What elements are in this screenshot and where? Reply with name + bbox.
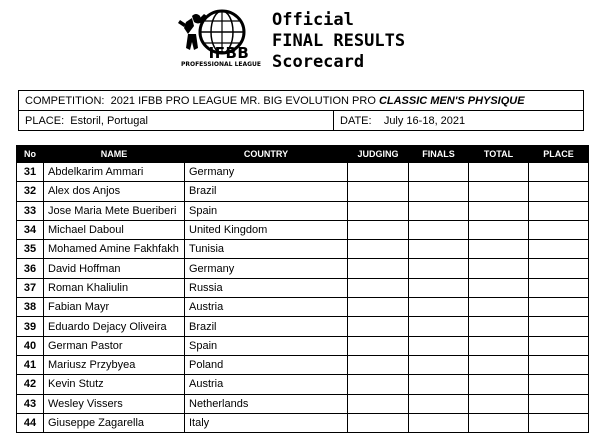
- cell-country: Spain: [185, 201, 348, 220]
- table-row: [17, 394, 589, 413]
- cell-finals: [409, 317, 469, 336]
- col-judging: JUDGING: [348, 146, 409, 163]
- cell-no: 42: [17, 375, 44, 394]
- competition-value: 2021 IFBB PRO LEAGUE MR. BIG EVOLUTION PRO: [110, 94, 376, 107]
- cell-finals: [409, 298, 469, 317]
- cell-total: [469, 259, 529, 278]
- col-country: COUNTRY: [185, 146, 348, 163]
- col-place: PLACE: [529, 146, 589, 163]
- cell-no: 43: [17, 394, 44, 413]
- cell-name: Abdelkarim Ammari: [44, 163, 185, 182]
- cell-name: Fabian Mayr: [44, 298, 185, 317]
- logo-text: [172, 46, 264, 69]
- cell-total: [469, 278, 529, 297]
- cell-judging: [348, 355, 409, 374]
- cell-country: Spain: [185, 336, 348, 355]
- cell-finals: [409, 201, 469, 220]
- cell-place: [529, 394, 589, 413]
- cell-no: 44: [17, 413, 44, 432]
- cell-place: [529, 278, 589, 297]
- cell-country: Brazil: [185, 182, 348, 201]
- table-row: [17, 278, 589, 297]
- title-line-final-results: FINAL RESULTS: [272, 31, 406, 51]
- cell-place: [529, 163, 589, 182]
- cell-name: Roman Khaliulin: [44, 278, 185, 297]
- table-row: [17, 413, 589, 432]
- cell-no: 31: [17, 163, 44, 182]
- cell-place: [529, 317, 589, 336]
- cell-judging: [348, 278, 409, 297]
- cell-total: [469, 220, 529, 239]
- date-cell: [334, 111, 584, 131]
- cell-place: [529, 355, 589, 374]
- competition-category: CLASSIC MEN'S PHYSIQUE: [378, 94, 525, 107]
- competition-info-table: [18, 90, 584, 131]
- cell-finals: [409, 375, 469, 394]
- cell-name: Mariusz Przybyea: [44, 355, 185, 374]
- cell-finals: [409, 220, 469, 239]
- cell-judging: [348, 163, 409, 182]
- cell-judging: [348, 298, 409, 317]
- table-row: [17, 182, 589, 201]
- cell-finals: [409, 259, 469, 278]
- table-row: [17, 240, 589, 259]
- cell-name: Kevin Stutz: [44, 375, 185, 394]
- table-row: [17, 336, 589, 355]
- cell-judging: [348, 413, 409, 432]
- cell-total: [469, 375, 529, 394]
- cell-no: 32: [17, 182, 44, 201]
- cell-judging: [348, 317, 409, 336]
- cell-place: [529, 182, 589, 201]
- cell-judging: [348, 259, 409, 278]
- competition-cell: [19, 91, 584, 111]
- table-row: [17, 259, 589, 278]
- cell-total: [469, 413, 529, 432]
- cell-no: 34: [17, 220, 44, 239]
- date-value: July 16-18, 2021: [383, 114, 466, 127]
- cell-country: Tunisia: [185, 240, 348, 259]
- document-title: [272, 10, 405, 73]
- place-value: Estoril, Portugal: [70, 114, 148, 127]
- cell-finals: [409, 240, 469, 259]
- cell-place: [529, 298, 589, 317]
- cell-judging: [348, 201, 409, 220]
- col-finals: FINALS: [409, 146, 469, 163]
- cell-judging: [348, 220, 409, 239]
- cell-finals: [409, 394, 469, 413]
- cell-name: Michael Daboul: [44, 220, 185, 239]
- competition-label: COMPETITION:: [25, 94, 105, 107]
- cell-place: [529, 375, 589, 394]
- logo-ifbb: IFBB: [208, 44, 250, 62]
- cell-judging: [348, 182, 409, 201]
- cell-country: Austria: [185, 375, 348, 394]
- cell-name: Giuseppe Zagarella: [44, 413, 185, 432]
- date-label: DATE:: [340, 114, 372, 127]
- cell-country: Russia: [185, 278, 348, 297]
- title-line-official: Official: [272, 10, 354, 30]
- cell-total: [469, 163, 529, 182]
- cell-place: [529, 259, 589, 278]
- cell-total: [469, 355, 529, 374]
- cell-judging: [348, 394, 409, 413]
- cell-place: [529, 240, 589, 259]
- col-total: TOTAL: [469, 146, 529, 163]
- cell-place: [529, 336, 589, 355]
- table-row: [17, 317, 589, 336]
- cell-no: 38: [17, 298, 44, 317]
- cell-total: [469, 394, 529, 413]
- cell-finals: [409, 182, 469, 201]
- cell-country: Germany: [185, 163, 348, 182]
- col-no: No: [17, 146, 44, 163]
- cell-no: 36: [17, 259, 44, 278]
- cell-finals: [409, 336, 469, 355]
- cell-finals: [409, 413, 469, 432]
- cell-total: [469, 201, 529, 220]
- cell-name: Jose Maria Mete Bueriberi: [44, 201, 185, 220]
- cell-no: 33: [17, 201, 44, 220]
- cell-total: [469, 317, 529, 336]
- cell-country: United Kingdom: [185, 220, 348, 239]
- cell-judging: [348, 240, 409, 259]
- results-table: [16, 145, 589, 433]
- cell-no: 35: [17, 240, 44, 259]
- table-row: [17, 201, 589, 220]
- cell-no: 41: [17, 355, 44, 374]
- cell-name: Wesley Vissers: [44, 394, 185, 413]
- logo-professional-league: PROFESSIONAL LEAGUE: [180, 61, 262, 68]
- cell-no: 39: [17, 317, 44, 336]
- cell-name: Eduardo Dejacy Oliveira: [44, 317, 185, 336]
- cell-place: [529, 220, 589, 239]
- cell-total: [469, 240, 529, 259]
- table-row: [17, 163, 589, 182]
- cell-name: David Hoffman: [44, 259, 185, 278]
- cell-country: Brazil: [185, 317, 348, 336]
- cell-total: [469, 298, 529, 317]
- cell-judging: [348, 375, 409, 394]
- table-row: [17, 375, 589, 394]
- cell-finals: [409, 163, 469, 182]
- title-line-scorecard: Scorecard: [272, 52, 365, 72]
- cell-no: 37: [17, 278, 44, 297]
- cell-total: [469, 336, 529, 355]
- place-label: PLACE:: [25, 114, 65, 127]
- cell-total: [469, 182, 529, 201]
- cell-place: [529, 201, 589, 220]
- cell-name: Alex dos Anjos: [44, 182, 185, 201]
- table-row: [17, 220, 589, 239]
- cell-country: Poland: [185, 355, 348, 374]
- cell-finals: [409, 355, 469, 374]
- cell-no: 40: [17, 336, 44, 355]
- table-row: [17, 298, 589, 317]
- cell-country: Netherlands: [185, 394, 348, 413]
- header-row: [17, 146, 589, 163]
- cell-country: Germany: [185, 259, 348, 278]
- cell-name: German Pastor: [44, 336, 185, 355]
- cell-finals: [409, 278, 469, 297]
- cell-country: Italy: [185, 413, 348, 432]
- cell-name: Mohamed Amine Fakhfakh: [44, 240, 185, 259]
- cell-place: [529, 413, 589, 432]
- cell-judging: [348, 336, 409, 355]
- col-name: NAME: [44, 146, 185, 163]
- cell-country: Austria: [185, 298, 348, 317]
- table-row: [17, 355, 589, 374]
- place-cell: [19, 111, 334, 131]
